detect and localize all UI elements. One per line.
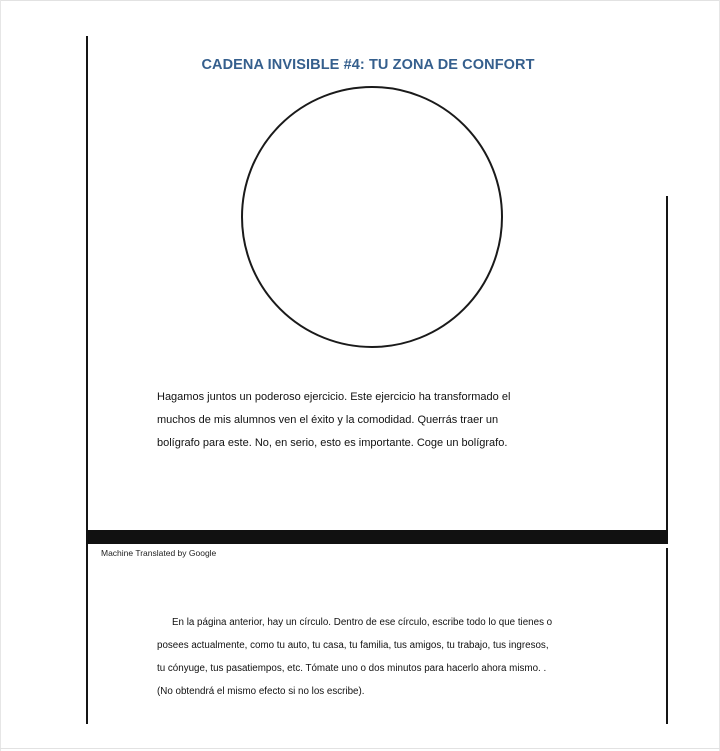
comfort-zone-circle <box>239 84 505 350</box>
screenshot-border-top <box>0 0 720 1</box>
instruction-paragraph <box>157 611 647 703</box>
machine-translation-note: Machine Translated by Google <box>101 548 217 558</box>
screenshot-border-left <box>0 0 1 751</box>
screenshot-border-bottom <box>0 748 720 749</box>
page-right-edge-lower <box>666 548 668 724</box>
instruction-line: En la página anterior, hay un círculo. Dentro de ese círculo, escribe todo lo que tienes o <box>172 617 553 628</box>
page-heading: CADENA INVISIBLE #4: TU ZONA DE CONFORT <box>201 57 535 73</box>
exercise-paragraph <box>157 386 627 455</box>
comfort-zone-circle-outline <box>242 87 502 347</box>
exercise-line: muchos de mis alumnos ven el éxito y la comodidad. Querrás traer un <box>157 414 499 426</box>
exercise-line: Hagamos juntos un poderoso ejercicio. Este ejercicio ha transformado el <box>157 391 511 403</box>
exercise-line: bolígrafo para este. No, en serio, esto es importante. Coge un bolígrafo. <box>157 437 508 449</box>
page-left-edge <box>86 36 88 724</box>
instruction-line: (No obtendrá el mismo efecto si no los escribe). <box>157 686 365 697</box>
page-divider-bar <box>86 530 668 544</box>
instruction-line: posees actualmente, como tu auto, tu casa, tu familia, tus amigos, tu trabajo, tus ingresos, <box>157 640 549 651</box>
page-right-edge-upper <box>666 196 668 532</box>
instruction-line: tu cónyuge, tus pasatiempos, etc. Tómate uno o dos minutos para hacerlo ahora mismo. . <box>157 663 547 674</box>
